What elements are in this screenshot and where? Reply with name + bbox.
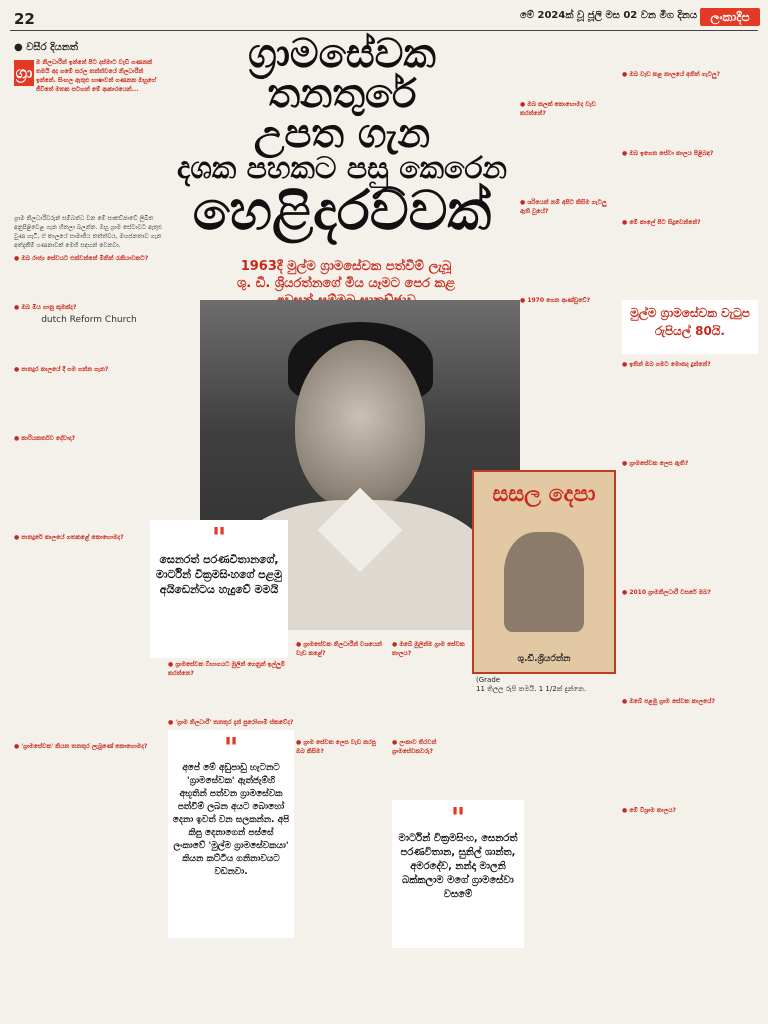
left-q5: ● පානදුරේ කාලයේ ගතකළේ කොහොමද? bbox=[14, 534, 124, 541]
headline-line2: උපත ගැන bbox=[253, 111, 431, 157]
headline bbox=[168, 30, 516, 270]
right-column bbox=[520, 30, 616, 470]
left-q1: ● ඔබ රාජ්‍ය සේවයට එක්වන්නේ මිනින් රැකියාවකට? bbox=[14, 255, 149, 262]
far-right-column-bottom bbox=[622, 360, 758, 1010]
book-cover bbox=[472, 470, 616, 674]
subhead-line1: 1963දී මුල්ම ග්‍රාමසේවක පත්වීම් ලැබූ bbox=[240, 259, 452, 274]
left-q3: ● පානදුර කාලයේ දී ගම ගන්න ගැන? bbox=[14, 366, 109, 373]
intro-dropcap: ග්‍රා bbox=[14, 60, 34, 86]
headline-line4: හෙළිදරව්වක් bbox=[192, 179, 492, 242]
pull-quote-1 bbox=[150, 520, 288, 658]
quote-mark-icon: " bbox=[223, 731, 239, 764]
left-q4: ● කාරියකර්තව දේවාදා? bbox=[14, 435, 76, 442]
salary-callout bbox=[622, 300, 758, 354]
right-q1: ● ඔබ කලක් කොහොමද වැඩ කරන්නේ? bbox=[520, 101, 596, 117]
mid-column-2 bbox=[296, 640, 386, 1010]
pull-quote-2-text: අපේ මේ අඩුපාඩු හැටනට 'ග්‍රාමසේවක' ඇත්ජැම්හි අභූතින් පත්වන ග්‍රාමසේවක පත්වීම් ලබන අයට බොහෝ දෙනා ඉවත් වන සලකන්න. අපි කිපු දෙනාගෙන් පස්සේ ලංකාවේ 'මුල්ම ග්‍රාමසේවකයා' කියන කට්ටිය ගනිනාවයට වඩනවා. bbox=[172, 763, 290, 877]
book-caption-label: (Grade bbox=[476, 676, 501, 684]
pull-quote-3-text: මාර්ටින් වික්‍රමසිංහ, සෙනරත් පරණවිතාන, සුනිල් ශාන්ත, අමරදේව, නන්දා මාලනි බක්කලාම මගේ ග්‍රාමසේවා වසමේ bbox=[398, 833, 518, 900]
far-q2: ● ඔබ ඉගෙන සේවා කාලය පිළිබඳ? bbox=[622, 150, 714, 157]
portrait-face bbox=[295, 340, 425, 510]
far-q4: ● ඉතින් ඔබ ගමට මොකද දුන්නේ? bbox=[622, 361, 711, 368]
far-q8: ● මේ විශ්‍රාම කාලය? bbox=[622, 807, 677, 814]
right-q2: ● ශරියෙන් නම් අපිට කිසිම ගැටලු ඇති වූයේ? bbox=[520, 199, 607, 215]
book-author: ශු.ඩී.ශ්‍රියරත්න bbox=[517, 654, 571, 664]
subhead-line2: ශු. ඩී. ශ්‍රියරත්නගේ මිය යෑමට පෙර කළ bbox=[236, 276, 456, 291]
far-q6: ● 2010 ග්‍රාමනිලධාරී වසරේ ඔබ? bbox=[622, 589, 711, 596]
book-caption-text: 11 තිලල රුපි තමයි. 1 1/2ක් දුන්නෙ. bbox=[476, 685, 587, 693]
right-q5: ● ඔබේ මුලින්ම ග්‍රාම සේවක කාලය? bbox=[392, 641, 465, 657]
quote-mark-icon: " bbox=[211, 521, 227, 554]
book-caption bbox=[476, 676, 616, 694]
headline-line1: ග්‍රාමසේවක තනතුරේ bbox=[248, 31, 436, 117]
dateline: මේ 2024ක් වූ ජූලි මස 02 වන මීග දිනය bbox=[520, 10, 698, 21]
left-body: ග්‍රාම නිලධාරීවරුන් සම්බන්ධ වන මේ සාකච්ඡාවේ ලිඛිත අනුපිළිවෙළ ගැන හිතලා බලන්න. ඔහු ග්‍රාම සේවාවට ඇතුළු වුණ හැටි, ඒ කාලයේ සාමාජීය තත්ත්වය, මහජනතාව ගැන අත්දැකීම් ගණනාවක් මෙහි සඳහන් වෙනවා. bbox=[14, 215, 163, 249]
newspaper-masthead: ලංකාදීප bbox=[700, 8, 760, 26]
headline-line3: දශක පහකට පසු කෙරෙන bbox=[177, 151, 507, 186]
salary-callout-text: මුල්ම ග්‍රාමසේවක වැටුප රුපියල් 80යි. bbox=[630, 306, 750, 338]
page-number: 22 bbox=[14, 10, 35, 28]
far-q1: ● ඔබ වැඩ කළ කාලයේ අනිත් ගැටලු? bbox=[622, 71, 720, 78]
book-title: සසල දෙපා bbox=[492, 482, 596, 507]
book-portrait bbox=[504, 532, 584, 632]
intro-paragraph: ම නිලධාරීන් ඉන්නේ පිට දස්මාට වැඩි ගණනක් තමයි අද ගමේ සරල තත්ත්වයේ නිලධාරීන් ඉන්නේ. සිංහල ඇතුළු භාෂාවන් ගණනක ඔහුගේ ජීවිතේ මතක සටහන් මේ ආකාරයෙන්... bbox=[36, 59, 156, 93]
far-right-column-top bbox=[622, 30, 758, 300]
far-q5: ● ග්‍රාමසේවක ලෙස ඇති? bbox=[622, 460, 689, 467]
dutch-church-text: dutch Reform Church bbox=[41, 315, 137, 325]
pull-quote-1-text: සෙනරත් පරණවිතානගේ, මාර්ටින් වික්‍රමසිංහගේ පළමු අයිඩෙන්ටය හැදුවේ මමයි bbox=[156, 553, 282, 596]
left-column bbox=[14, 214, 164, 1004]
mid-q3: ● ග්‍රාමසේවක නිලධාරීන් වශයෙන් වැඩ කළේ? bbox=[296, 641, 382, 657]
far-q7: ● ඔබේ පළමු ග්‍රාම සේවක කාලයේ? bbox=[622, 698, 715, 705]
byline: ● වසීර දියනත් bbox=[14, 42, 78, 53]
mid-q1: ● ග්‍රාමසේවක විභාගයට මුලින් ගෙනුන් ඉල්ලුම් කරන්නෙ? bbox=[168, 661, 285, 677]
left-q2: ● ඔබ මිය ගානු කුමක්ද? bbox=[14, 304, 77, 311]
pull-quote-3 bbox=[392, 800, 524, 948]
far-q3: ● මේ කාලේ පිට සිදුවෙන්නේ? bbox=[622, 219, 701, 226]
quote-mark-icon: " bbox=[450, 801, 466, 834]
pull-quote-2 bbox=[168, 730, 294, 938]
mid-q2: ● 'ග්‍රාම නිලධාරී' තනතුර දැන් පුරෝගාමී ස්කවේද? bbox=[168, 719, 294, 726]
mid-q4: ● ග්‍රාම සේවක ලෙස වැඩ කරපු ඔබ කිසිම? bbox=[296, 739, 376, 755]
left-q6: ● 'ග්‍රාමසේවක' කියන තනතුර ලැබුණේ කොහොමද? bbox=[14, 743, 148, 750]
right-q3: ● ලංකාව තිරවන් ග්‍රාමසේවකවරු? bbox=[392, 739, 437, 755]
right-q4: ● 1970 ගෙන ආණ්ඩුවේ? bbox=[520, 297, 591, 304]
